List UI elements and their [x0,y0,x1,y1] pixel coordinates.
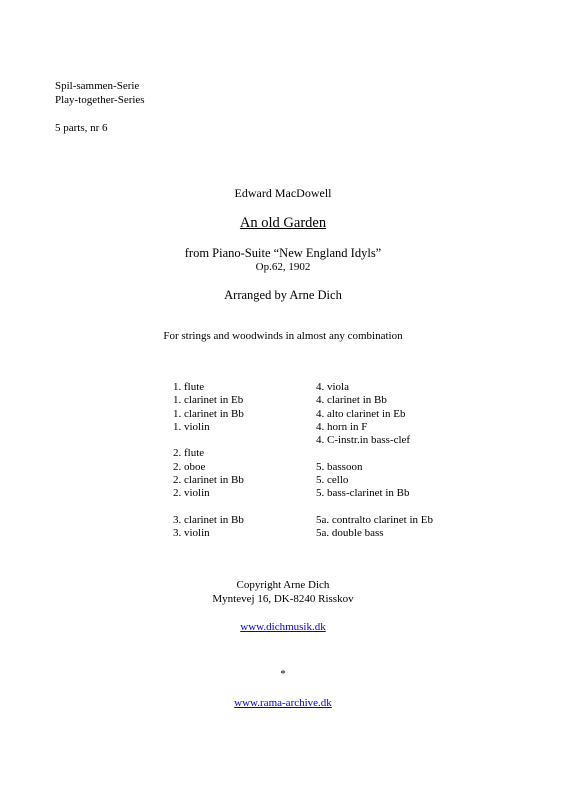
parts-info: 5 parts, nr 6 [55,122,108,134]
dichmusik-link[interactable]: www.dichmusik.dk [240,621,326,633]
part-item: 2. clarinet in Bb [173,474,244,487]
part-item: 3. clarinet in Bb [173,513,244,526]
part-item: 3. violin [173,527,210,540]
part-item: 4. horn in F [316,420,368,433]
parts-list-left [173,381,244,541]
part-item: 4. alto clarinet in Eb [316,407,406,420]
part-item: 4. C-instr.in bass-clef [316,434,411,447]
separator-asterisk: * [280,668,286,680]
part-spacer [316,447,433,460]
opus-number: Op.62, 1902 [255,261,311,273]
part-item: 2. flute [173,447,205,460]
part-item: 4. clarinet in Bb [316,394,387,407]
part-item: 5. cello [316,474,349,487]
rama-archive-link[interactable]: www.rama-archive.dk [234,697,332,709]
arranger: Arranged by Arne Dich [224,288,342,302]
part-item: 5a. contralto clarinet in Eb [316,513,433,526]
part-item: 1. flute [173,381,205,393]
copyright: Copyright Arne Dich [236,579,330,591]
series-danish: Spil-sammen-Serie [55,80,140,92]
part-spacer [173,434,244,447]
part-item: 1. violin [173,420,210,433]
part-item: 4. viola [316,381,349,393]
instrumentation-note: For strings and woodwinds in almost any combination [163,330,403,342]
piece-title: An old Garden [239,215,327,231]
part-spacer [173,501,244,514]
part-item: 1. clarinet in Eb [173,394,244,407]
part-item: 1. clarinet in Bb [173,407,244,420]
part-item: 5. bass-clarinet in Bb [316,487,410,500]
part-item: 2. oboe [173,460,206,473]
part-item: 2. violin [173,487,210,500]
composer: Edward MacDowell [234,186,332,200]
address: Myntevej 16, DK-8240 Risskov [212,593,354,605]
subtitle: from Piano-Suite “New England Idyls” [184,246,382,260]
parts-list-right [316,381,433,541]
part-item: 5a. double bass [316,527,384,540]
part-spacer [316,501,433,514]
series-english: Play-together-Series [55,94,145,106]
part-item: 5. bassoon [316,460,363,473]
